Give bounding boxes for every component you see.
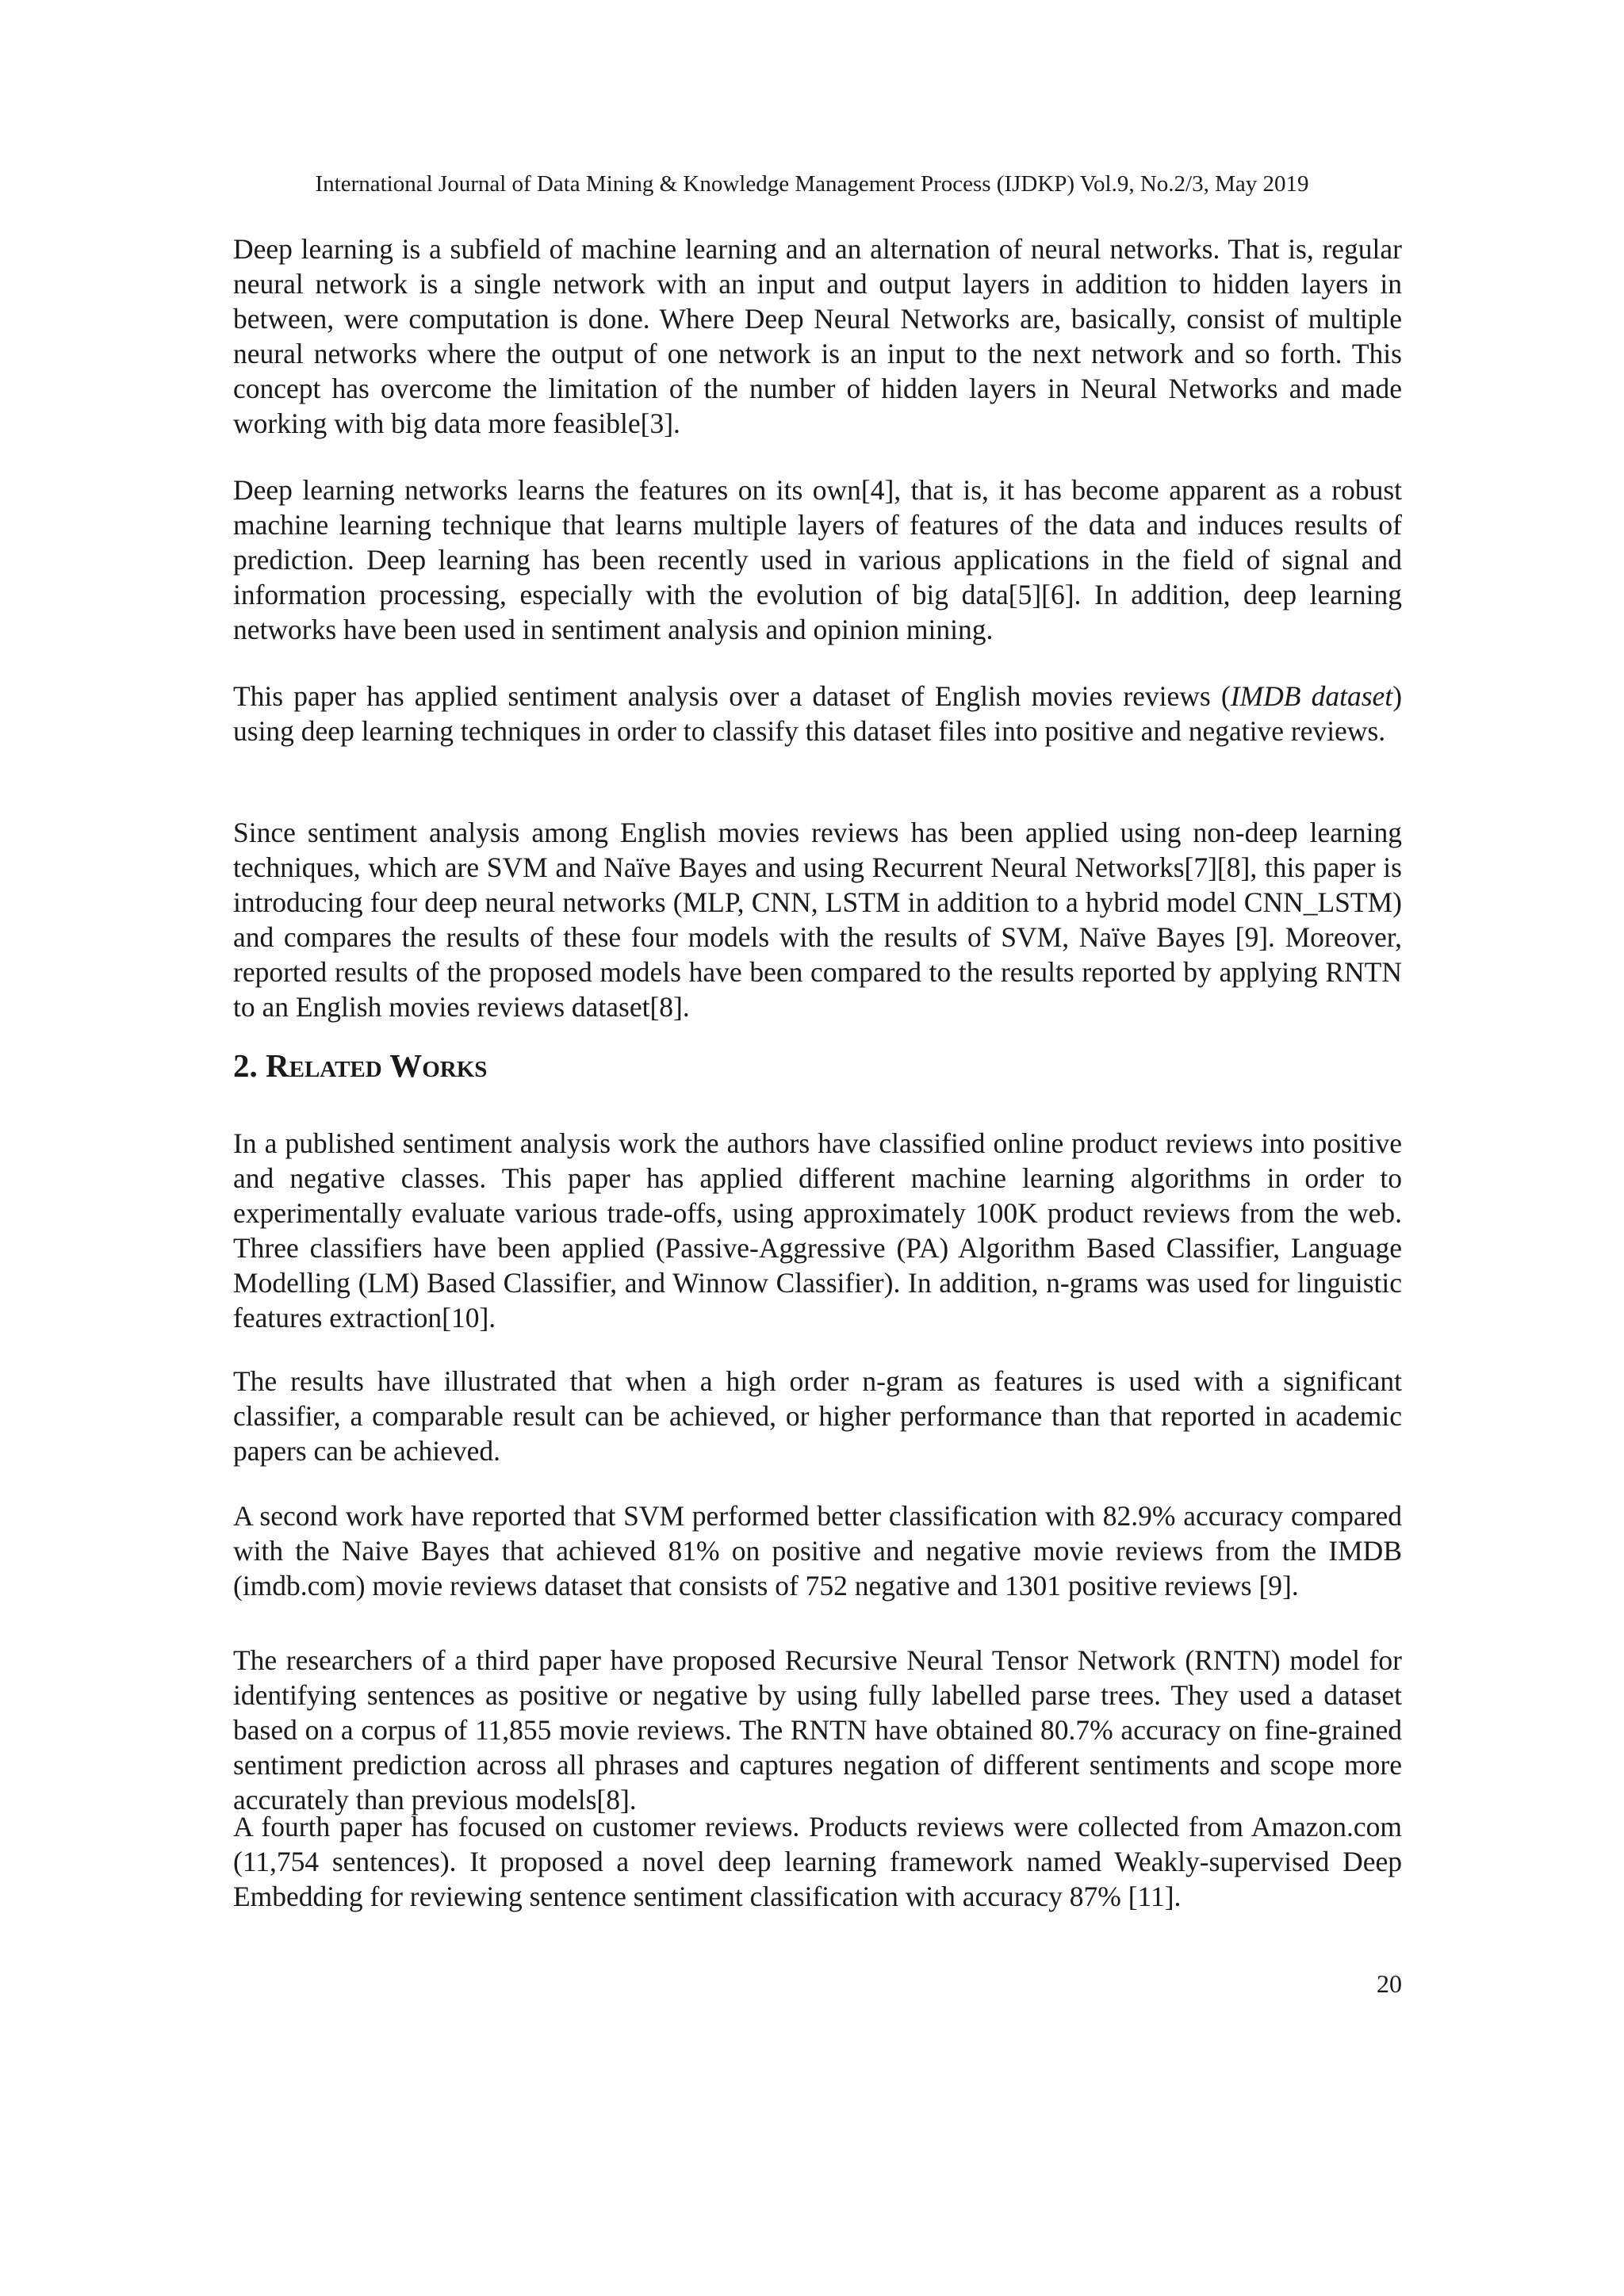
paragraph-related-work-1: In a published sentiment analysis work the authors have classified online product reviews into positive and negative classes. This paper has applied different machine learning algorithms in order to experimentally evaluate various trade-offs, using approximately 100K product reviews from the web. Three classifiers have been applied (Passive-Aggressive (PA) Algorithm Based Classifier, Language Modelling (LM) Based Classifier, and Winnow Classifier). In addition, n-grams was used for linguistic features extraction[10]. xyxy=(233,1127,1402,1334)
paragraph-paper-contribution: Since sentiment analysis among English movies reviews has been applied using non-deep learning techniques, which are SVM and Naïve Bayes and using Recurrent Neural Networks[7][8], this paper is introducing four deep neural networks (MLP, CNN, LSTM in addition to a hybrid model CNN_LSTM) and compares the results of these four models with the results of SVM, Naïve Bayes [9]. Moreover, reported results of the proposed models have been compared to the results reported by applying RNTN to an English movies reviews dataset[8]. xyxy=(233,817,1402,1023)
running-header: International Journal of Data Mining & Knowledge Management Process (IJDKP) Vol.9, No.2/3, May 2019 xyxy=(315,171,1309,197)
paper-aim-text-start: This paper has applied sentiment analysis over a dataset of English movies reviews ( xyxy=(233,680,1231,712)
paragraph-paper-aim xyxy=(233,679,1402,748)
paragraph-related-work-1-results: The results have illustrated that when a high order n-gram as features is used with a significant classifier, a comparable result can be achieved, or higher performance than that reported in academic papers can be achieved. xyxy=(233,1365,1402,1467)
page-number: 20 xyxy=(1377,1969,1402,1998)
paragraph-related-work-4: A fourth paper has focused on customer reviews. Products reviews were collected from Amazon.com (11,754 sentences). It proposed a novel deep learning framework named Weakly-supervised Deep Embedding for reviewing sentence sentiment classification with accuracy 87% [11]. xyxy=(233,1811,1402,1912)
section-heading-related-works: 2. Related Works xyxy=(233,1047,488,1084)
paragraph-related-work-3: The researchers of a third paper have proposed Recursive Neural Tensor Network (RNTN) model for identifying sentences as positive or negative by using fully labelled parse trees. They used a dataset based on a corpus of 11,855 movie reviews. The RNTN have obtained 80.7% accuracy on fine-grained sentiment prediction across all phrases and captures negation of different sentiments and scope more accurately than previous models[8]. xyxy=(233,1644,1402,1816)
paragraph-deep-learning-definition: Deep learning is a subfield of machine learning and an alternation of neural networks. That is, regular neural network is a single network with an input and output layers in addition to hidden layers in between, were computation is done. Where Deep Neural Networks are, basically, consist of multiple neural networks where the output of one network is an input to the next network and so forth. This concept has overcome the limitation of the number of hidden layers in Neural Networks and made working with big data more feasible[3]. xyxy=(233,233,1402,439)
paper-aim-text-end: ) using deep learning techniques in order to classify this dataset files into positive and negative reviews. xyxy=(233,680,1403,747)
paragraph-deep-learning-features: Deep learning networks learns the features on its own[4], that is, it has become apparent as a robust machine learning technique that learns multiple layers of features of the data and induces results of prediction. Deep learning has been recently used in various applications in the field of signal and information processing, especially with the evolution of big data[5][6]. In addition, deep learning networks have been used in sentiment analysis and opinion mining. xyxy=(233,474,1402,645)
dataset-name-italic: IMDB dataset xyxy=(1230,680,1393,712)
paragraph-related-work-2: A second work have reported that SVM performed better classification with 82.9% accuracy compared with the Naive Bayes that achieved 81% on positive and negative movie reviews from the IMDB (imdb.com) movie reviews dataset that consists of 752 negative and 1301 positive reviews [9]. xyxy=(233,1500,1402,1601)
